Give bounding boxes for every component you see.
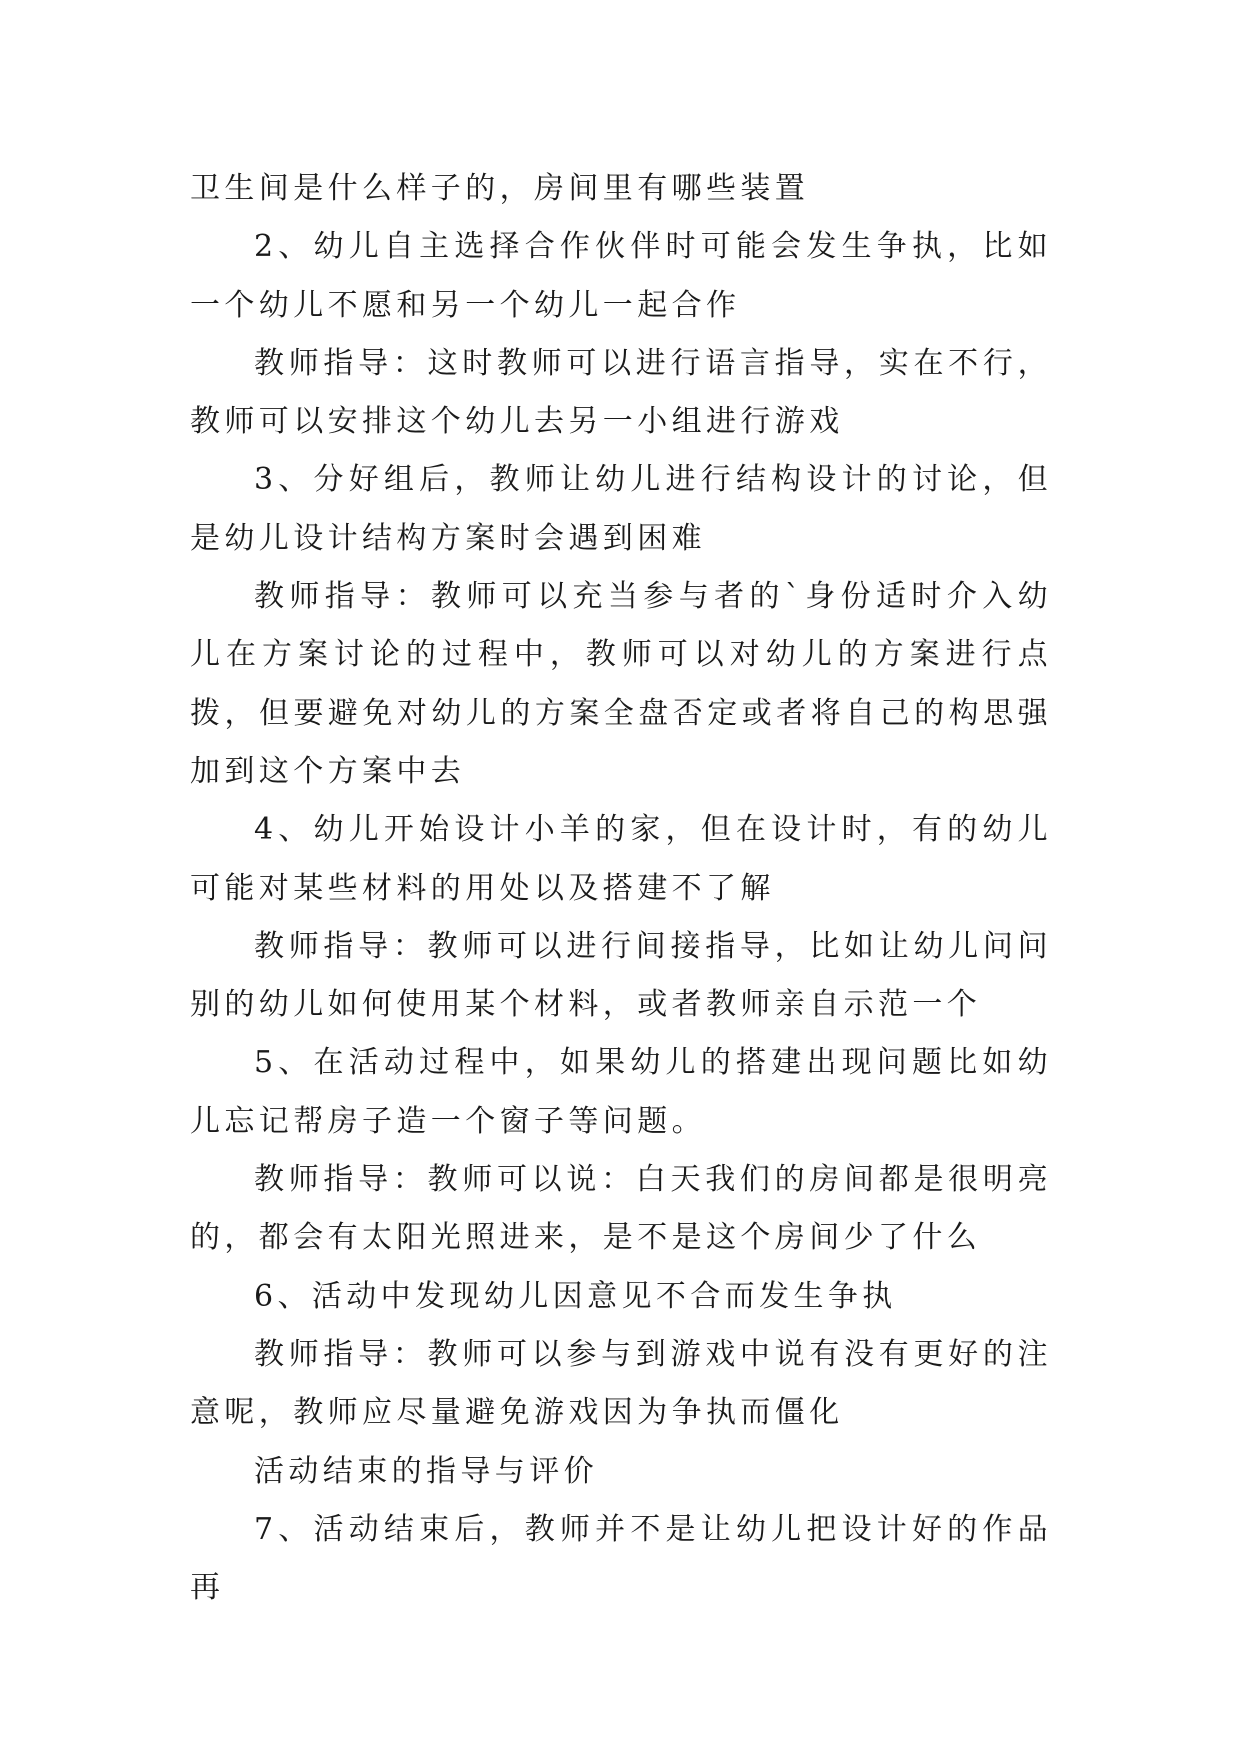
paragraph-8: 5、在活动过程中，如果幼儿的搭建出现问题比如幼儿忘记帮房子造一个窗子等问题。 [190,1045,1052,1139]
document-body [190,160,1052,1617]
paragraph-1: 卫生间是什么样子的，房间里有哪些装置 [190,171,810,206]
paragraph-13: 7、活动结束后，教师并不是让幼儿把设计好的作品再 [190,1511,1052,1606]
paragraph-10: 6、活动中发现幼儿因意见不合而发生争执 [254,1278,897,1314]
paragraph-4: 3、分好组后，教师让幼儿进行结构设计的讨论，但是幼儿设计结构方案时会遇到困难 [190,462,1052,556]
paragraph-12: 活动结束的指导与评价 [254,1453,598,1489]
paragraph-7: 教师指导：教师可以进行间接指导，比如让幼儿问问别的幼儿如何使用某个材料，或者教师亲自示范一个 [190,928,1052,1023]
paragraph-5: 教师指导：教师可以充当参与者的`身份适时介入幼儿在方案讨论的过程中，教师可以对幼儿的方案进行点拨，但要避免对幼儿的方案全盘否定或者将自己的构思强加到这个方案中去 [190,579,1052,789]
paragraph-2: 2、幼儿自主选择合作伙伴时可能会发生争执，比如一个幼儿不愿和另一个幼儿一起合作 [190,229,1052,323]
paragraph-9: 教师指导：教师可以说：白天我们的房间都是很明亮的，都会有太阳光照进来，是不是这个房间少了什么 [190,1162,1052,1256]
paragraph-11: 教师指导：教师可以参与到游戏中说有没有更好的注意呢，教师应尽量避免游戏因为争执而僵化 [190,1336,1052,1431]
paragraph-3: 教师指导：这时教师可以进行语言指导，实在不行，教师可以安排这个幼儿去另一小组进行游戏 [190,345,1052,440]
paragraph-6: 4、幼儿开始设计小羊的家，但在设计时，有的幼儿可能对某些材料的用处以及搭建不了解 [190,812,1052,906]
